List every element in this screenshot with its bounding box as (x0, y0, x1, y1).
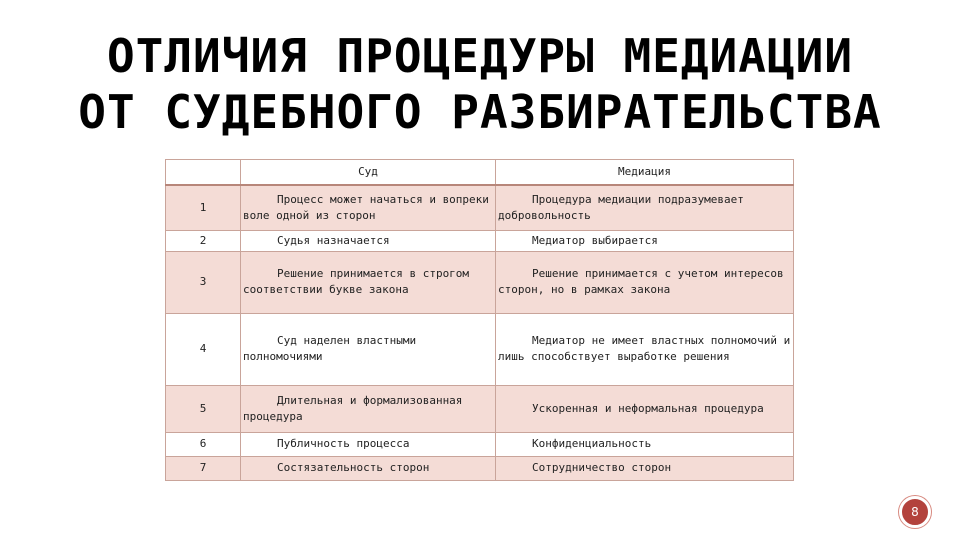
court-text: Публичность процесса (277, 437, 410, 450)
mediation-cell (496, 185, 794, 230)
table-row (166, 185, 794, 230)
mediation-cell (496, 385, 794, 432)
court-text: Судья назначается (277, 233, 390, 247)
mediation-text: Ускоренная и неформальная процедура (532, 401, 764, 415)
row-number: 1 (166, 185, 241, 230)
row-number: 5 (166, 385, 241, 432)
court-cell (241, 251, 496, 313)
mediation-cell (496, 456, 794, 480)
table-header-row (166, 160, 794, 186)
page-number-badge: 8 (899, 496, 931, 528)
header-number (166, 160, 241, 186)
court-text: Процесс может начаться и вопреки воле одной из сторон (243, 192, 489, 222)
row-number: 4 (166, 313, 241, 385)
mediation-cell (496, 251, 794, 313)
court-cell (241, 432, 496, 456)
court-text: Состязательность сторон (277, 461, 430, 474)
title-line-1: ОТЛИЧИЯ ПРОЦЕДУРЫ МЕДИАЦИИ (106, 29, 854, 83)
table-row (166, 251, 794, 313)
court-cell (241, 385, 496, 432)
table-row (166, 230, 794, 251)
court-text: Суд наделен властными полномочиями (243, 334, 417, 363)
court-cell (241, 456, 496, 480)
mediation-text: Процедура медиации подразумевает добровольность (498, 192, 744, 222)
table-row (166, 313, 794, 385)
row-number: 6 (166, 432, 241, 456)
row-number: 7 (166, 456, 241, 480)
court-text: Длительная и формализованная процедура (243, 393, 463, 423)
mediation-text: Сотрудничество сторон (532, 461, 672, 474)
table-row (166, 385, 794, 432)
header-mediation: Медиация (496, 160, 794, 186)
mediation-cell (496, 313, 794, 385)
court-cell (241, 185, 496, 230)
mediation-cell (496, 432, 794, 456)
slide-title (0, 28, 960, 140)
row-number: 2 (166, 230, 241, 251)
table-row (166, 456, 794, 480)
court-cell (241, 313, 496, 385)
header-court: Суд (241, 160, 496, 186)
mediation-cell (496, 230, 794, 251)
mediation-text: Медиатор не имеет властных полномочий и лишь способствует выработке решения (498, 334, 791, 363)
row-number: 3 (166, 251, 241, 313)
mediation-text: Решение принимается с учетом интересов сторон, но в рамках закона (498, 267, 784, 296)
court-text: Решение принимается в строгом соответствии букве закона (243, 267, 470, 296)
table-row (166, 432, 794, 456)
comparison-table (165, 159, 794, 481)
mediation-text: Медиатор выбирается (532, 233, 658, 247)
court-cell (241, 230, 496, 251)
title-line-2: ОТ СУДЕБНОГО РАЗБИРАТЕЛЬСТВА (78, 85, 882, 139)
mediation-text: Конфиденциальность (532, 437, 652, 450)
